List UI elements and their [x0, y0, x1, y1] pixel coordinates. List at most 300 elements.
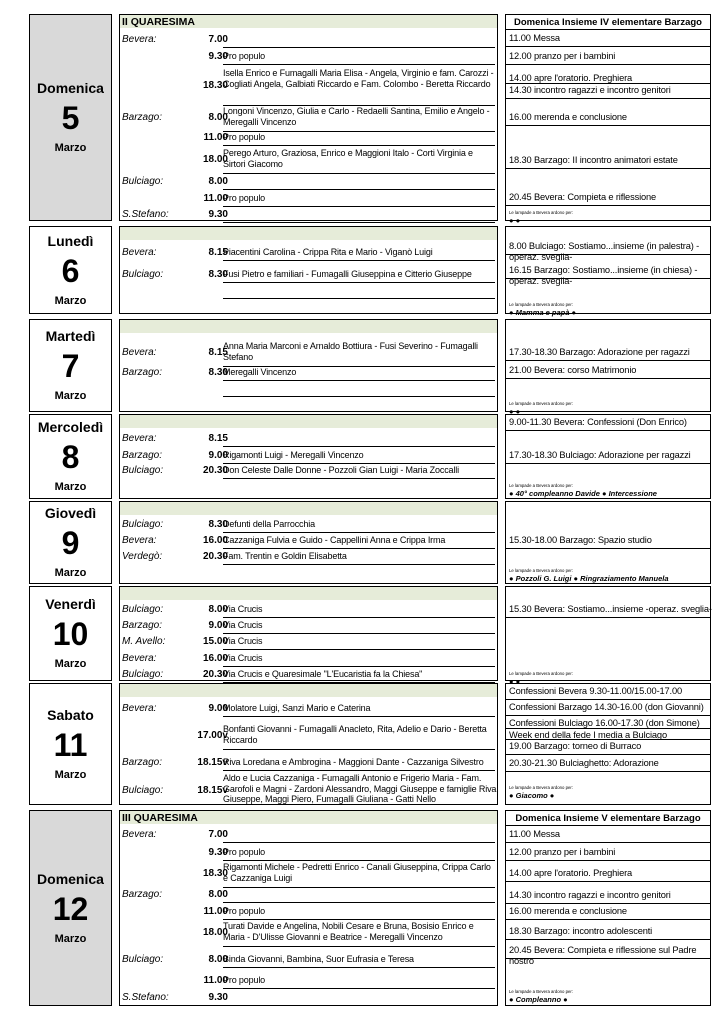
intention-underline	[223, 666, 495, 667]
mass-row	[120, 176, 497, 188]
intention-underline	[223, 919, 495, 920]
parish-label: Bulciago:	[122, 176, 164, 187]
intention-underline	[223, 222, 495, 223]
parish-label: M. Avello:	[122, 636, 166, 647]
mass-intention: Pro populo	[223, 51, 266, 61]
event-separator	[506, 168, 710, 169]
mass-intention: Bonfanti Giovanni - Fumagalli Anacleto, Rita, Adelio e Dario - Beretta Riccardo	[223, 724, 487, 745]
mass-intention: Pro populo	[223, 847, 266, 857]
event-line: 16.15 Barzago: Sostiamo...insieme (in chiesa) -operaz. sveglia-	[509, 265, 698, 286]
mass-time: 8.15	[208, 347, 228, 358]
mass-time: 18.30	[202, 80, 228, 91]
event-line: 20.45 Bevera: Compieta e riflessione sul Padre nostro	[509, 945, 697, 966]
event-separator	[506, 842, 710, 843]
event-separator	[506, 958, 710, 959]
event-separator	[506, 254, 710, 255]
intention-underline	[223, 189, 495, 190]
event-separator	[506, 699, 710, 700]
day-name: Venerdì	[45, 596, 96, 612]
event-line: 16.00 merenda e conclusione	[509, 906, 627, 916]
mass-intentions-box	[119, 683, 498, 805]
parish-label: S.Stefano:	[122, 992, 169, 1003]
day-box	[29, 14, 112, 221]
intention-underline	[223, 902, 495, 903]
mass-time: 9.30	[208, 847, 228, 858]
mass-row	[120, 954, 497, 966]
mass-time: 11.00	[203, 193, 228, 204]
mass-row	[120, 862, 497, 886]
event-line: 11.00 Messa	[509, 829, 560, 839]
event-line: 8.00 Bulciago: Sostiamo...insieme (in palestra) -operaz. sveglia-	[509, 241, 700, 262]
day-name: Martedì	[45, 328, 96, 344]
event-line: 15.30 Bevera: Sostiamo...insieme -operaz. sveglia-	[509, 604, 712, 614]
event-separator	[506, 125, 710, 126]
liturgical-header-band	[120, 587, 497, 600]
day-number: 7	[61, 348, 80, 384]
mass-intention: Rigamonti Michele - Pedretti Enrico - Canali Giuseppina, Crippa Carlo e Cazzaniga Luigi	[223, 862, 491, 883]
day-month: Marzo	[54, 932, 87, 945]
mass-intentions-box	[119, 14, 498, 221]
event-line: Confessioni Bulciago 16.00-17.30 (don Simone)	[509, 718, 700, 728]
lamp-caption: Le lampade a Bevera ardono per:	[509, 568, 574, 573]
intention-underline	[223, 380, 495, 381]
day-number: 12	[52, 890, 89, 927]
day-box	[29, 319, 112, 412]
mass-time: 8.15	[208, 247, 228, 258]
intention-underline	[223, 446, 495, 447]
mass-time: 17.00v	[197, 730, 228, 741]
day-box	[29, 683, 112, 805]
event-separator	[506, 463, 710, 464]
mass-time: 18.30	[202, 868, 228, 879]
event-separator	[506, 205, 710, 206]
event-separator	[506, 919, 710, 920]
mass-row	[120, 889, 497, 901]
mass-row	[120, 551, 497, 563]
liturgical-title: III QUARESIMA	[122, 812, 198, 824]
event-separator	[506, 548, 710, 549]
events-box	[505, 319, 711, 416]
mass-intention: Longoni Vincenzo, Giulia e Carlo - Redaelli Santina, Emilio e Angelo - Meregalli Vincenzo	[223, 106, 490, 127]
event-separator	[506, 46, 710, 47]
intention-underline	[223, 206, 495, 207]
mass-intentions-box	[119, 226, 498, 314]
mass-intentions-box	[119, 810, 498, 1006]
mass-row	[120, 847, 497, 859]
mass-intention: Pro populo	[223, 906, 266, 916]
lamp-caption: Le lampade a Bevera ardono per:	[509, 401, 574, 406]
liturgical-header-band	[120, 320, 497, 333]
event-line: 11.00 Messa	[509, 33, 560, 43]
event-line: 20.45 Bevera: Compieta e riflessione	[509, 192, 657, 202]
event-separator	[506, 739, 710, 740]
mass-time: 20.30	[202, 551, 228, 562]
mass-intention: Defunti della Parrocchia	[223, 519, 315, 529]
liturgical-header-band	[120, 415, 497, 428]
mass-row	[120, 757, 497, 769]
lamp-caption: Le lampade a Bevera ardono per:	[509, 210, 574, 215]
mass-time: 8.30	[208, 519, 228, 530]
event-line: 21.00 Bevera: corso Matrimonio	[509, 365, 637, 375]
mass-row	[120, 669, 497, 681]
mass-intentions-box	[119, 501, 498, 584]
mass-intention: Don Celeste Dalle Donne - Pozzoli Gian Luigi - Maria Zoccalli	[223, 465, 459, 475]
parish-label: Bulciago:	[122, 269, 164, 280]
event-line: Week end della fede I media a Bulciago	[509, 730, 667, 740]
events-box	[505, 14, 711, 225]
mass-intention: Molatore Luigi, Sanzi Mario e Caterina	[223, 703, 371, 713]
liturgical-header-band	[120, 227, 497, 240]
mass-time: 18.00	[202, 154, 228, 165]
mass-row	[120, 193, 497, 205]
liturgical-header-band	[120, 502, 497, 515]
mass-time: 9.30	[208, 209, 228, 220]
mass-intention: Pro populo	[223, 193, 266, 203]
event-line: 16.00 merenda e conclusione	[509, 112, 627, 122]
intention-underline	[223, 749, 495, 750]
event-separator	[506, 64, 710, 65]
mass-time: 11.00	[203, 906, 228, 917]
mass-row	[120, 247, 497, 259]
mass-time: 7.00	[208, 34, 228, 45]
event-line: 18.30 Barzago: II incontro animatori estate	[509, 155, 678, 165]
mass-time: 8.30	[208, 367, 228, 378]
day-box	[29, 810, 112, 1006]
parish-label: S.Stefano:	[122, 209, 169, 220]
event-separator	[506, 754, 710, 755]
lamp-dedications: ● ●	[509, 216, 521, 225]
event-line: 19.00 Barzago: torneo di Burraco	[509, 741, 642, 751]
event-line: 12.00 pranzo per i bambini	[509, 51, 616, 61]
parish-label: Barzago:	[122, 450, 163, 461]
mass-time: 9.00	[208, 620, 228, 631]
intention-underline	[223, 617, 495, 618]
liturgical-header-band	[120, 811, 497, 824]
mass-time: 18.15v	[197, 757, 228, 768]
day-month: Marzo	[54, 768, 87, 781]
mass-row	[120, 68, 497, 104]
parish-label: Bulciago:	[122, 785, 164, 796]
event-line: 20.30-21.30 Bulciaghetto: Adorazione	[509, 758, 659, 768]
parish-label: Bulciago:	[122, 954, 164, 965]
mass-intentions-box	[119, 586, 498, 681]
mass-row	[120, 703, 497, 715]
day-number: 10	[52, 616, 89, 652]
event-line: 14.30 incontro ragazzi e incontro genitori	[509, 890, 671, 900]
mass-intention: Fam. Trentin e Goldin Elisabetta	[223, 551, 347, 561]
mass-row	[120, 34, 497, 46]
mass-row	[120, 906, 497, 918]
parish-label: Bulciago:	[122, 604, 164, 615]
parish-label: Bulciago:	[122, 519, 164, 530]
mass-row	[120, 535, 497, 547]
event-line: 14.00 apre l'oratorio. Preghiera	[509, 73, 633, 83]
event-line: Confessioni Barzago 14.30-16.00 (don Giovanni)	[509, 702, 704, 712]
mass-intention: Perego Arturo, Graziosa, Enrico e Maggioni Italo - Corti Virginia e Sirtori Giacomo	[223, 148, 473, 169]
intention-underline	[223, 298, 495, 299]
mass-time: 8.15	[208, 433, 228, 444]
day-month: Marzo	[54, 142, 87, 154]
parish-label: Bevera:	[122, 347, 157, 358]
mass-row	[120, 450, 497, 462]
intention-underline	[223, 564, 495, 565]
parish-label: Bevera:	[122, 433, 157, 444]
event-separator	[506, 98, 710, 99]
parish-label: Bevera:	[122, 34, 157, 45]
mass-time: 8.00	[208, 112, 228, 123]
mass-time: 20.30	[202, 465, 228, 476]
mass-time: 8.00	[208, 954, 228, 965]
mass-intention: Pro populo	[223, 975, 266, 985]
event-separator	[506, 860, 710, 861]
day-number: 8	[61, 439, 80, 475]
mass-intention: Pro populo	[223, 132, 266, 142]
event-separator	[506, 360, 710, 361]
mass-row	[120, 341, 497, 365]
event-line: 14.00 apre l'oratorio. Preghiera	[509, 868, 633, 878]
day-month: Marzo	[54, 390, 87, 402]
mass-row	[120, 519, 497, 531]
intention-underline	[223, 842, 495, 843]
intention-underline	[223, 887, 495, 888]
intention-underline	[223, 770, 495, 771]
parish-label: Bevera:	[122, 653, 157, 664]
mass-intention: Binda Giovanni, Bambina, Suor Eufrasia e Teresa	[223, 954, 414, 964]
mass-intention: Via Crucis e Quaresimale "L'Eucaristia fa la Chiesa"	[223, 669, 423, 679]
mass-row	[120, 433, 497, 445]
liturgical-title: II QUARESIMA	[122, 16, 195, 28]
mass-time: 18.15v	[197, 785, 228, 796]
event-line: 17.30-18.30 Bulciago: Adorazione per ragazzi	[509, 450, 691, 460]
event-line: 12.00 pranzo per i bambini	[509, 847, 616, 857]
mass-time: 8.30	[208, 269, 228, 280]
mass-time: 9.30	[208, 51, 228, 62]
mass-time: 11.00	[203, 975, 228, 986]
event-separator	[506, 617, 710, 618]
mass-row	[120, 620, 497, 632]
parish-label: Verdegò:	[122, 551, 163, 562]
intention-underline	[223, 478, 495, 479]
mass-row	[120, 385, 497, 395]
intention-underline	[223, 946, 495, 947]
parish-label: Bevera:	[122, 703, 157, 714]
mass-time: 8.00	[208, 176, 228, 187]
day-box	[29, 414, 112, 499]
mass-time: 18.00	[202, 927, 228, 938]
lamp-dedications: ● Mamma e papà ●	[509, 308, 576, 317]
day-name: Domenica	[37, 80, 104, 96]
event-separator	[506, 903, 710, 904]
mass-intention: Isella Enrico e Fumagalli Maria Elisa - Angela, Virginio e fam. Carozzi - Cogliati Angela, Galbiati Riccardo e Fam. Colombo - Beretta Riccardo	[223, 68, 494, 89]
mass-row	[120, 975, 497, 987]
mass-row	[120, 992, 497, 1004]
mass-intention: Fusi Pietro e familiari - Fumagalli Giuseppina e Citterio Giuseppe	[223, 269, 472, 279]
event-separator	[506, 378, 710, 379]
events-header: Domenica Insieme V elementare Barzago	[515, 813, 701, 824]
day-month: Marzo	[54, 658, 87, 670]
intention-underline	[223, 64, 495, 65]
event-separator	[506, 278, 710, 279]
event-line: 17.30-18.30 Barzago: Adorazione per ragazzi	[509, 347, 690, 357]
event-separator	[506, 728, 710, 729]
mass-intention: Via Crucis	[223, 636, 263, 646]
event-separator	[506, 881, 710, 882]
lamp-dedications: ● Compleanno ●	[509, 995, 568, 1004]
day-box	[29, 226, 112, 314]
day-month: Marzo	[54, 567, 87, 579]
day-number: 6	[61, 252, 80, 289]
liturgical-header-band	[120, 15, 497, 28]
mass-time: 16.00	[202, 535, 228, 546]
mass-row	[120, 367, 497, 379]
day-box	[29, 586, 112, 681]
lamp-dedications: ● ●	[509, 407, 521, 416]
mass-time: 9.00	[208, 703, 228, 714]
event-separator	[506, 825, 710, 826]
lamp-caption: Le lampade a Bevera ardono per:	[509, 989, 574, 994]
mass-row	[120, 773, 497, 809]
intention-underline	[223, 173, 495, 174]
mass-row	[120, 724, 497, 748]
event-separator	[506, 939, 710, 940]
day-month: Marzo	[54, 294, 87, 307]
mass-row	[120, 829, 497, 841]
mass-intention: Anna Maria Marconi e Arnaldo Bottiura - Fusi Severino - Fumagalli Stefano	[223, 341, 478, 362]
mass-time: 9.30	[208, 992, 228, 1003]
day-name: Lunedì	[47, 232, 94, 249]
mass-intention: Cazzaniga Fulvia e Guido - Cappellini Anna e Crippa Irma	[223, 535, 446, 545]
mass-intentions-box	[119, 319, 498, 412]
day-number: 9	[61, 525, 80, 561]
intention-underline	[223, 548, 495, 549]
mass-intention: Via Crucis	[223, 604, 263, 614]
day-number: 5	[61, 100, 80, 136]
mass-row	[120, 287, 497, 297]
lamp-dedications: ● ●	[509, 677, 521, 686]
mass-intention: Riva Loredana e Ambrogina - Maggioni Dante - Cazzaniga Silvestro	[223, 757, 484, 767]
parish-label: Barzago:	[122, 620, 163, 631]
mass-time: 20.30	[202, 669, 228, 680]
day-box	[29, 501, 112, 584]
events-box	[505, 683, 711, 805]
mass-row	[120, 209, 497, 221]
mass-row	[120, 636, 497, 648]
parish-label: Barzago:	[122, 757, 163, 768]
intention-underline	[223, 260, 495, 261]
mass-intention: Rigamonti Luigi - Meregalli Vincenzo	[223, 450, 364, 460]
events-box	[505, 586, 712, 686]
mass-time: 11.00	[203, 132, 228, 143]
events-box	[505, 810, 711, 1006]
mass-row	[120, 148, 497, 172]
mass-intention: Aldo e Lucia Cazzaniga - Fumagalli Antonio e Frigerio Maria - Fam. Garofoli e Magni - Zardoni Alessandro, Maggi Giuseppe e famiglie Riva Giuseppe, Maggi Piero, Fumagalli Giuliana - Gatti Nello	[223, 773, 497, 804]
mass-intentions-box	[119, 414, 498, 499]
event-line: 18.30 Barzago: incontro adolescenti	[509, 926, 653, 936]
lamp-caption: Le lampade a Bevera ardono per:	[509, 483, 574, 488]
intention-underline	[223, 47, 495, 48]
intention-underline	[223, 716, 495, 717]
mass-row	[120, 653, 497, 665]
parish-label: Barzago:	[122, 112, 163, 123]
event-line: Confessioni Bevera 9.30-11.00/15.00-17.00	[509, 686, 683, 696]
day-name: Mercoledì	[37, 419, 104, 435]
lamp-dedications: ● 40° compleanno Davide ● Intercessione	[509, 489, 657, 498]
events-box	[505, 501, 711, 584]
event-separator	[506, 83, 710, 84]
parish-label: Bulciago:	[122, 669, 164, 680]
event-separator	[506, 715, 710, 716]
intention-underline	[223, 633, 495, 634]
lamp-caption: Le lampade a Bevera ardono per:	[509, 785, 574, 790]
parish-label: Barzago:	[122, 367, 163, 378]
mass-row	[120, 106, 497, 130]
mass-intention: Meregalli Vincenzo	[223, 367, 297, 377]
mass-time: 8.00	[208, 604, 228, 615]
mass-row	[120, 51, 497, 63]
lamp-caption: Le lampade a Bevera ardono per:	[509, 302, 574, 307]
event-separator	[506, 771, 710, 772]
parish-label: Bevera:	[122, 247, 157, 258]
events-box	[505, 226, 711, 317]
mass-time: 8.00	[208, 889, 228, 900]
event-line: 15.30-18.00 Barzago: Spazio studio	[509, 535, 652, 545]
mass-intention: Piacentini Carolina - Crippa Rita e Mario - Viganò Luigi	[223, 247, 433, 257]
intention-underline	[223, 145, 495, 146]
mass-row	[120, 921, 497, 945]
day-name: Sabato	[47, 706, 94, 723]
mass-time: 15.00	[202, 636, 228, 647]
mass-row	[120, 269, 497, 281]
day-number: 11	[53, 726, 88, 763]
intention-underline	[223, 988, 495, 989]
events-box	[505, 414, 711, 499]
day-name: Giovedì	[44, 505, 97, 521]
event-separator	[506, 430, 710, 431]
intention-underline	[223, 1005, 495, 1006]
events-header: Domenica Insieme IV elementare Barzago	[514, 17, 702, 28]
day-month: Marzo	[54, 481, 87, 493]
day-name: Domenica	[37, 870, 104, 887]
mass-row	[120, 132, 497, 144]
intention-underline	[223, 532, 495, 533]
intention-underline	[223, 282, 495, 283]
parish-label: Bevera:	[122, 829, 157, 840]
intention-underline	[223, 967, 495, 968]
mass-intention: Via Crucis	[223, 620, 263, 630]
lamp-dedications: ● Giacomo ●	[509, 791, 555, 800]
mass-row	[120, 465, 497, 477]
mass-time: 7.00	[208, 829, 228, 840]
parish-label: Bulciago:	[122, 465, 164, 476]
lamp-caption: Le lampade a Bevera ardono per:	[509, 671, 574, 676]
lamp-dedications: ● Pozzoli G. Luigi ● Ringraziamento Manuela	[509, 574, 669, 583]
intention-underline	[223, 860, 495, 861]
event-line: 14.30 incontro ragazzi e incontro genitori	[509, 85, 671, 95]
mass-intention: Via Crucis	[223, 653, 263, 663]
mass-row	[120, 604, 497, 616]
intention-underline	[223, 649, 495, 650]
mass-intention: Turati Davide e Angelina, Nobili Cesare e Bruna, Bosisio Enrico e Maria - D'Ulisse Giovanni e Beatrice - Meregalli Vincenzo	[223, 921, 474, 942]
liturgical-header-band	[120, 684, 497, 697]
event-separator	[506, 29, 710, 30]
mass-time: 16.00	[202, 653, 228, 664]
parish-label: Bevera:	[122, 535, 157, 546]
event-line: 9.00-11.30 Bevera: Confessioni (Don Enrico)	[509, 417, 687, 427]
intention-underline	[223, 396, 495, 397]
intention-underline	[223, 463, 495, 464]
parish-label: Barzago:	[122, 889, 163, 900]
mass-time: 9.00	[208, 450, 228, 461]
